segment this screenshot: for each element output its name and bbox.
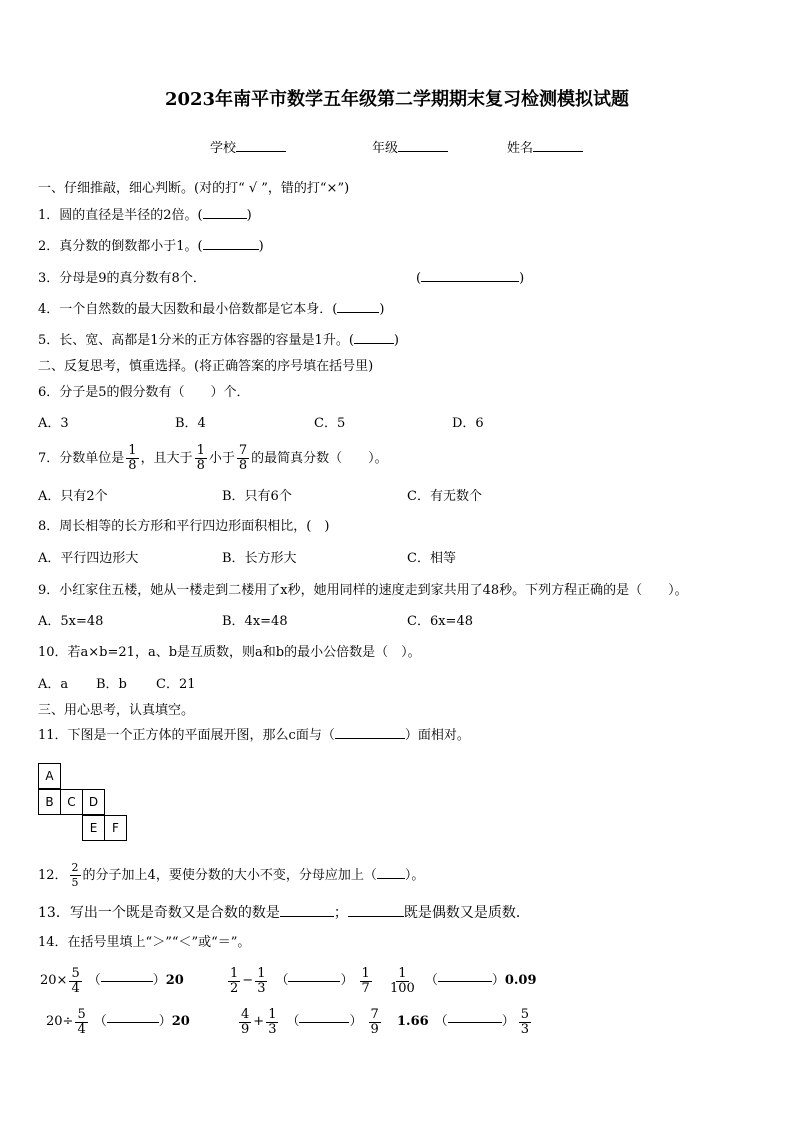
q14-6-close: ）	[501, 1014, 515, 1029]
q7-text-c: 小于	[208, 451, 235, 466]
section-1-heading: 一、仔细推敲，细心判断。(对的打“ √ ”，错的打“×”)	[38, 181, 350, 196]
question-2-close: )	[258, 239, 264, 254]
question-1-close: )	[246, 208, 252, 223]
q10-option-a[interactable]: A．a	[38, 677, 69, 692]
question-4-close: )	[379, 302, 385, 317]
q14-5-open: （	[286, 1014, 300, 1029]
q11-text-a: 11．下图是一个正方体的平面展开图，那么c面与（	[38, 728, 335, 743]
page-title: 2023年南平市数学五年级第二学期期末复习检测模拟试题	[164, 89, 630, 110]
answer-blank-14-3[interactable]	[438, 981, 492, 982]
q7-text-b: ，且大于	[140, 451, 193, 466]
school-blank[interactable]	[236, 151, 286, 152]
answer-blank-14-1[interactable]	[101, 981, 153, 982]
q6-option-d[interactable]: D．6	[452, 416, 484, 431]
q14-1-open: （	[87, 973, 101, 988]
question-3	[38, 270, 206, 288]
q14-3-close: ）	[491, 973, 505, 988]
q13-text-b: ；	[333, 905, 348, 921]
school-label: 学校	[210, 141, 237, 156]
question-2	[38, 238, 264, 256]
q6-option-b[interactable]: B．4	[175, 416, 206, 431]
q14-2-open: （	[275, 973, 289, 988]
question-10: 10．若a×b=21，a、b是互质数，则a和b的最小公倍数是（ ）。	[38, 645, 421, 660]
q12-text: 的分子加上4，要使分数的大小不变，分母应加上（	[82, 868, 377, 883]
question-2-text: 2．真分数的倒数都小于1。(	[38, 239, 203, 254]
question-13	[38, 904, 530, 922]
q14-item-3	[386, 962, 537, 1000]
question-6: 6．分子是5的假分数有（ ）个．	[38, 385, 250, 400]
question-1	[38, 207, 252, 225]
q7-fraction-1: $\frac{1}{8}$	[128, 443, 137, 473]
cube-face-a: A	[38, 763, 61, 789]
question-11	[38, 727, 470, 745]
name-blank[interactable]	[533, 151, 583, 152]
grade-field	[372, 140, 448, 158]
question-4-text: 4．一个自然数的最大因数和最小倍数都是它本身．(	[38, 302, 338, 317]
q14-2-operator: −	[242, 973, 254, 988]
q14-5-close: ）	[349, 1014, 363, 1029]
q14-3-open: （	[424, 973, 438, 988]
answer-blank-11[interactable]	[335, 738, 405, 739]
answer-blank-1[interactable]	[203, 218, 247, 219]
question-5-close: )	[393, 333, 399, 348]
q8-option-b[interactable]: B．长方形大	[222, 551, 297, 566]
q10-option-c[interactable]: C．21	[156, 677, 196, 692]
q14-6-lead: 1.66	[397, 1014, 429, 1029]
answer-blank-3[interactable]	[421, 281, 519, 282]
q14-5-fraction-a: $\frac{4}{9}$	[241, 1006, 250, 1037]
q14-2-close: ）	[340, 973, 354, 988]
cube-face-f: F	[104, 815, 127, 841]
q14-item-2	[226, 962, 374, 1000]
answer-blank-12[interactable]	[377, 878, 405, 879]
question-3-close: )	[519, 271, 525, 286]
q8-option-a[interactable]: A．平行四边形大	[38, 551, 139, 566]
cube-face-e: E	[82, 815, 105, 841]
q14-1-rhs: 20	[165, 973, 184, 988]
q14-4-fraction: $\frac{5}{4}$	[77, 1006, 86, 1037]
q14-1-lead: 20×	[40, 973, 68, 988]
q14-2-fraction-b: $\frac{1}{3}$	[257, 965, 266, 996]
question-12	[38, 860, 424, 892]
question-3-answer	[416, 270, 524, 288]
answer-blank-2[interactable]	[203, 249, 259, 250]
question-3-open: (	[416, 271, 422, 286]
q14-3-fraction: $\frac{1}{100}$	[390, 965, 415, 996]
cube-face-d: D	[82, 789, 105, 815]
q9-option-b[interactable]: B．4x=48	[222, 614, 288, 629]
answer-blank-14-5[interactable]	[299, 1022, 349, 1023]
q14-1-close: ）	[152, 973, 166, 988]
q14-4-close: ）	[158, 1014, 172, 1029]
question-5-text: 5．长、宽、高都是1分米的正方体容器的容量是1升。(	[38, 333, 354, 348]
q14-4-rhs: 20	[171, 1014, 190, 1029]
q14-4-lead: 20÷	[46, 1014, 74, 1029]
q14-5-fraction-b: $\frac{1}{3}$	[268, 1006, 277, 1037]
name-field	[507, 140, 583, 158]
answer-blank-5[interactable]	[354, 343, 394, 344]
q10-option-b[interactable]: B．b	[96, 677, 127, 692]
answer-blank-14-2[interactable]	[288, 981, 340, 982]
q12-close: ）。	[404, 868, 425, 883]
question-7	[38, 443, 388, 475]
section-2-heading: 二、反复思考，慎重选择。(将正确答案的序号填在括号里)	[38, 359, 374, 374]
question-14: 14．在括号里填上“＞”“＜”或“＝”。	[38, 935, 251, 950]
q11-text-b: ）面相对。	[404, 728, 470, 743]
q13-text-c: 既是偶数又是质数．	[403, 905, 530, 921]
q6-option-a[interactable]: A．3	[38, 416, 69, 431]
q7-option-b[interactable]: B．只有6个	[222, 489, 292, 504]
answer-blank-13a[interactable]	[280, 916, 334, 917]
grade-blank[interactable]	[398, 151, 448, 152]
q14-item-4	[46, 1003, 190, 1041]
section-3-heading: 三、用心思考，认真填空。	[38, 703, 195, 718]
q12-number: 12．	[38, 868, 68, 883]
q14-item-5	[237, 1003, 383, 1041]
q14-item-1	[40, 962, 184, 1000]
question-3-text: 3．分母是9的真分数有8个．	[38, 271, 206, 286]
school-field	[210, 140, 286, 158]
q7-text-a: 7．分数单位是	[38, 451, 125, 466]
q7-fraction-2: $\frac{1}{8}$	[196, 443, 205, 473]
q7-option-c[interactable]: C．有无数个	[407, 489, 482, 504]
question-4	[38, 301, 384, 319]
q14-6-open: （	[434, 1014, 448, 1029]
q7-text-d: 的最简真分数（ ）。	[251, 451, 388, 466]
q12-fraction: $\frac{2}{5}$	[71, 861, 79, 889]
q14-2-fraction-a: $\frac{1}{2}$	[230, 965, 239, 996]
q14-5-operator: +	[253, 1014, 265, 1029]
cube-face-c: C	[60, 789, 83, 815]
question-8: 8．周长相等的长方形和平行四边形面积相比，( )	[38, 519, 330, 534]
grade-label: 年级	[372, 141, 399, 156]
question-1-text: 1．圆的直径是半径的2倍。(	[38, 208, 203, 223]
answer-blank-14-4[interactable]	[107, 1022, 159, 1023]
q8-option-c[interactable]: C．相等	[407, 551, 456, 566]
answer-blank-13b[interactable]	[348, 916, 404, 917]
question-5	[38, 332, 399, 350]
q14-3-rhs: 0.09	[504, 973, 537, 988]
q6-option-c[interactable]: C．5	[314, 416, 346, 431]
name-label: 姓名	[507, 141, 534, 156]
cube-face-b: B	[38, 789, 61, 815]
q14-item-6	[397, 1003, 533, 1041]
q7-fraction-3: $\frac{7}{8}$	[238, 443, 248, 473]
q9-option-a[interactable]: A．5x=48	[38, 614, 104, 629]
q13-text-a: 13．写出一个既是奇数又是合数的数是	[38, 905, 280, 921]
answer-blank-14-6[interactable]	[448, 1022, 502, 1023]
q7-option-a[interactable]: A．只有2个	[38, 489, 108, 504]
q14-2-fraction-rhs: $\frac{1}{7}$	[361, 965, 370, 996]
question-9: 9．小红家住五楼，她从一楼走到二楼用了x秒，她用同样的速度走到家共用了48秒。下列方程正确的是（ ）。	[38, 583, 688, 598]
q14-1-fraction: $\frac{5}{4}$	[71, 965, 80, 996]
q9-option-c[interactable]: C．6x=48	[407, 614, 473, 629]
q14-6-fraction-rhs: $\frac{5}{3}$	[520, 1006, 529, 1037]
q14-5-fraction-rhs: $\frac{7}{9}$	[370, 1006, 379, 1037]
answer-blank-4[interactable]	[337, 312, 379, 313]
q14-4-open: （	[93, 1014, 107, 1029]
